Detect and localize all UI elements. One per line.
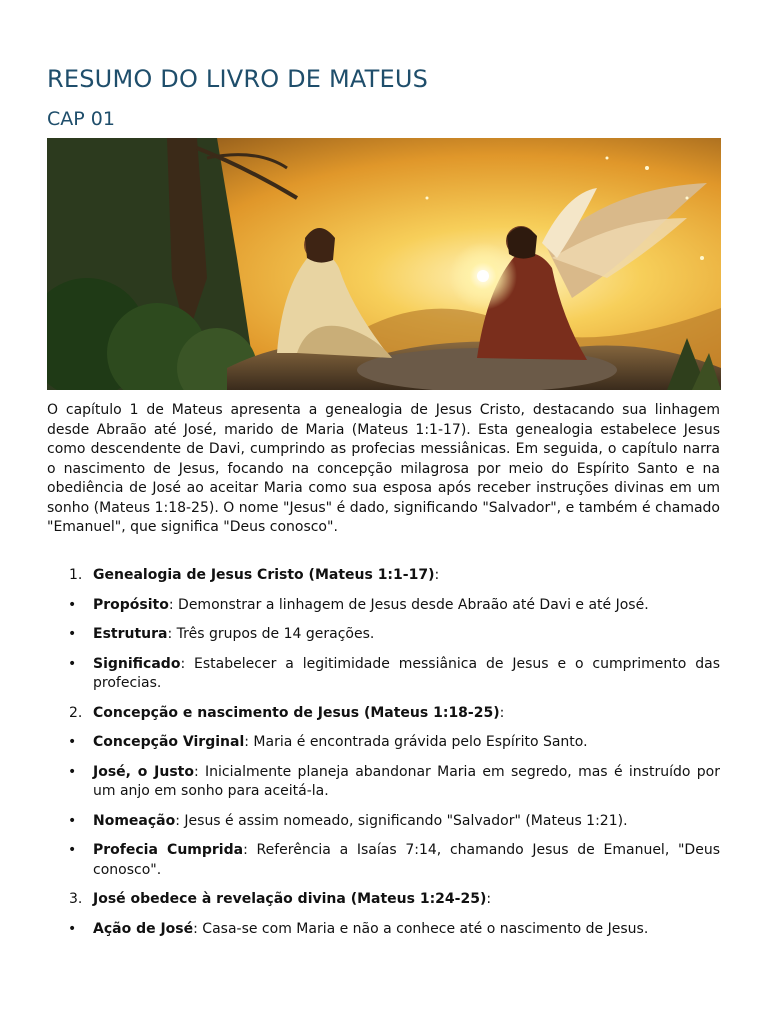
item-title: José obedece à revelação divina (Mateus 1:24-25): [93, 891, 487, 907]
item-text: : Jesus é assim nomeado, significando "Salvador" (Mateus 1:21).: [175, 812, 628, 829]
item-text: :: [499, 704, 505, 721]
bullet-icon: •: [68, 596, 77, 613]
outline-section-item: [47, 566, 720, 586]
item-text: : Demonstrar a linhagem de Jesus desde Abraão até Davi e até José.: [168, 596, 649, 613]
item-title: Estrutura: [93, 626, 168, 642]
list-number: 3.: [69, 891, 83, 907]
bullet-icon: •: [68, 920, 77, 937]
item-text: : Maria é encontrada grávida pelo Espírito Santo.: [244, 734, 588, 750]
outline-section-item: [47, 704, 720, 724]
item-title: Concepção Virginal: [93, 734, 245, 750]
page-title: RESUMO DO LIVRO DE MATEUS: [47, 65, 429, 93]
chapter-summary-paragraph: O capítulo 1 de Mateus apresenta a genealogia de Jesus Cristo, destacando sua linhagem desde Abraão até José, marido de Maria (Mateus 1:1-17). Esta genealogia estabelece Jesus como descendente de Davi, cumprindo as profecias messiânicas. Em seguida, o capítulo narra o nascimento de Jesus, focando na concepção milagrosa por meio do Espírito Santo e na obediência de José ao aceitar Maria como sua esposa após receber instruções divinas em um sonho (Mateus 1:18-25). O nome "Jesus" é dado, significando "Salvador", e também é chamado "Emanuel", que significa "Deus conosco".: [47, 402, 720, 535]
item-title: Nomeação: [93, 812, 176, 829]
list-number: 1.: [69, 567, 83, 583]
list-number: 2.: [69, 704, 83, 721]
bullet-icon: •: [68, 812, 77, 829]
item-title: Significado: [93, 655, 181, 672]
bullet-icon: •: [68, 626, 77, 642]
outline-bullet-item: [47, 655, 720, 694]
outline-bullet-item: [47, 812, 720, 832]
outline-bullet-item: [47, 625, 720, 645]
item-title: Propósito: [93, 596, 169, 613]
item-text: : Referência a Isaías 7:14, chamando Jesus de Emanuel, "Deus conosco".: [93, 842, 720, 878]
item-text: : Estabelecer a legitimidade messiânica de Jesus e o cumprimento das profecias.: [93, 655, 720, 691]
outline-bullet-item: [47, 733, 720, 753]
item-title: Genealogia de Jesus Cristo (Mateus 1:1-17): [93, 567, 435, 583]
item-text: :: [486, 891, 492, 907]
item-text: : Inicialmente planeja abandonar Maria em segredo, mas é instruído por um anjo em sonho para aceitá-la.: [93, 763, 720, 799]
outline-bullet-item: [47, 763, 720, 802]
bullet-icon: •: [68, 734, 77, 750]
outline-section-item: [47, 890, 720, 910]
item-text: : Casa-se com Maria e não a conhece até o nascimento de Jesus.: [193, 920, 649, 937]
chapter-heading: CAP 01: [47, 108, 115, 130]
chapter-outline-list: [47, 566, 720, 949]
item-title: Concepção e nascimento de Jesus (Mateus 1:18-25): [93, 704, 500, 721]
item-text: :: [434, 567, 440, 583]
outline-bullet-item: [47, 920, 720, 940]
outline-bullet-item: [47, 841, 720, 880]
outline-bullet-item: [47, 596, 720, 616]
bullet-icon: •: [68, 655, 77, 672]
item-text: : Três grupos de 14 gerações.: [167, 626, 375, 642]
bullet-icon: •: [68, 842, 77, 858]
item-title: José, o Justo: [93, 763, 194, 780]
angel-and-man-illustration: [47, 138, 721, 390]
bullet-icon: •: [68, 763, 77, 780]
item-title: Ação de José: [93, 920, 194, 937]
item-title: Profecia Cumprida: [93, 842, 244, 858]
